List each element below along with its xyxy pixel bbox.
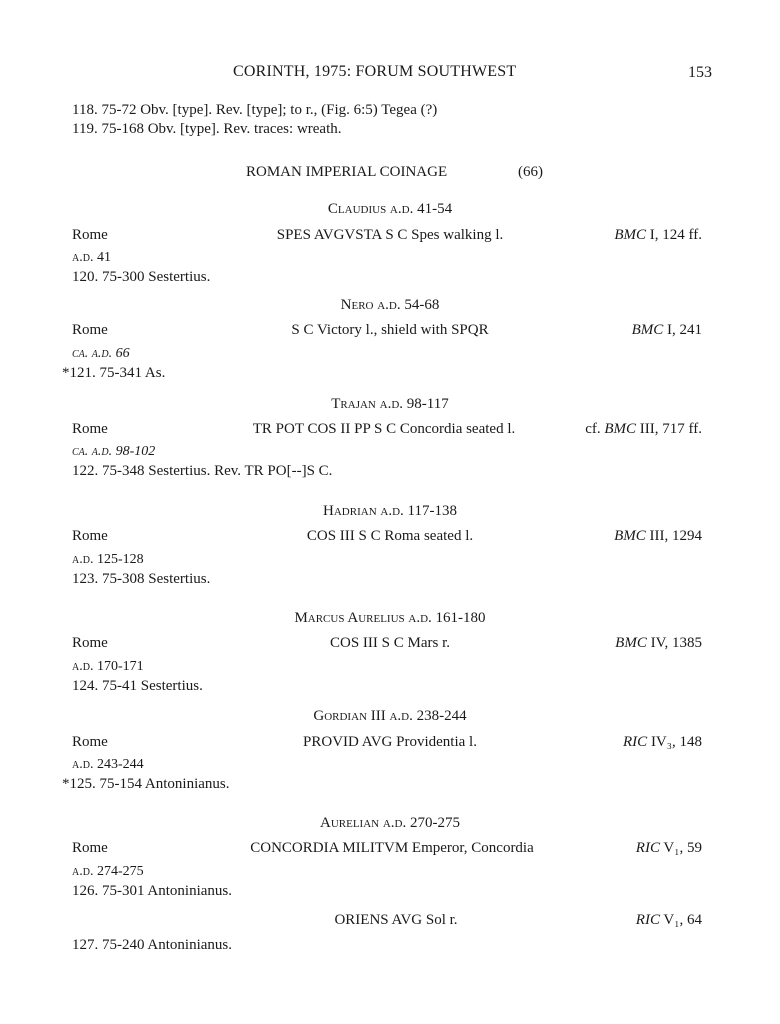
- date-label: ca. a.d. 98-102: [72, 444, 156, 459]
- coin-legend: CONCORDIA MILITVM Emperor, Concordia: [250, 840, 534, 856]
- page-number: 153: [688, 64, 712, 81]
- catalog-entry: 126. 75-301 Antoninianus.: [72, 883, 232, 899]
- date-label: a.d. 274-275: [72, 864, 144, 879]
- section-title: ROMAN IMPERIAL COINAGE: [246, 164, 448, 180]
- coin-legend: COS III S C Roma seated l.: [306, 528, 474, 544]
- date-label: a.d. 243-244: [72, 757, 144, 772]
- mint-label: Rome: [72, 322, 108, 338]
- emperor-heading: Hadrian a.d. 117-138: [323, 503, 457, 519]
- mint-label: Rome: [72, 528, 108, 544]
- mint-label: Rome: [72, 734, 108, 750]
- reference: cf. BMC III, 717 ff.: [585, 421, 702, 437]
- catalog-entry: 124. 75-41 Sestertius.: [72, 678, 203, 694]
- mint-label: Rome: [72, 635, 108, 651]
- coin-legend: ORIENS AVG Sol r.: [334, 912, 458, 928]
- catalog-entry: 123. 75-308 Sestertius.: [72, 571, 211, 587]
- reference: BMC I, 124 ff.: [614, 227, 702, 243]
- coin-legend: SPES AVGVSTA S C Spes walking l.: [276, 227, 504, 243]
- catalog-entry: 127. 75-240 Antoninianus.: [72, 937, 232, 953]
- mint-label: Rome: [72, 421, 108, 437]
- emperor-heading: Claudius a.d. 41-54: [327, 201, 453, 217]
- coin-legend: TR POT COS II PP S C Concordia seated l.: [252, 421, 516, 437]
- section-count: (66): [518, 164, 543, 180]
- emperor-heading: Marcus Aurelius a.d. 161-180: [294, 610, 486, 626]
- emperor-heading: Gordian III a.d. 238-244: [313, 708, 467, 724]
- catalog-entry: *121. 75-341 As.: [62, 365, 166, 381]
- catalog-entry: *125. 75-154 Antoninianus.: [62, 776, 230, 792]
- date-label: a.d. 41: [72, 250, 111, 265]
- date-label: ca. a.d. 66: [72, 346, 130, 361]
- reference: RIC V₁, 64: [635, 912, 702, 928]
- reference: BMC III, 1294: [614, 528, 702, 544]
- reference: BMC I, 241: [631, 322, 702, 338]
- date-label: a.d. 170-171: [72, 659, 144, 674]
- reference: BMC IV, 1385: [615, 635, 702, 651]
- coin-legend: PROVID AVG Providentia l.: [303, 734, 477, 750]
- coin-legend: COS III S C Mars r.: [329, 635, 450, 651]
- date-label: a.d. 125-128: [72, 552, 144, 567]
- catalog-entry-119: 119. 75-168 Obv. [type]. Rev. traces: wreath.: [72, 121, 342, 137]
- mint-label: Rome: [72, 227, 108, 243]
- coin-legend: S C Victory l., shield with SPQR: [291, 322, 489, 338]
- catalog-entry: 122. 75-348 Sestertius. Rev. TR PO[--]S C.: [72, 463, 333, 479]
- emperor-heading: Trajan a.d. 98-117: [331, 396, 449, 412]
- reference: RIC IV₃, 148: [623, 734, 702, 750]
- emperor-heading: Aurelian a.d. 270-275: [320, 815, 460, 831]
- header-title: CORINTH, 1975: FORUM SOUTHWEST: [233, 63, 517, 80]
- reference: RIC V₁, 59: [635, 840, 702, 856]
- emperor-heading: Nero a.d. 54-68: [340, 297, 440, 313]
- catalog-entry-118: 118. 75-72 Obv. [type]. Rev. [type]; to r., (Fig. 6:5) Tegea (?): [72, 102, 438, 118]
- mint-label: Rome: [72, 840, 108, 856]
- catalog-entry: 120. 75-300 Sestertius.: [72, 269, 211, 285]
